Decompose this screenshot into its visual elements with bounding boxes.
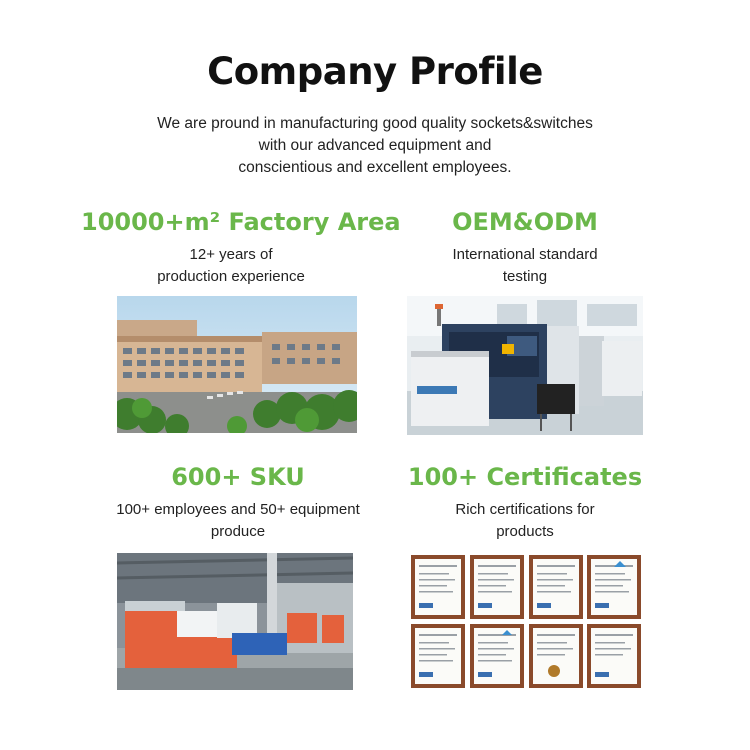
intro-line: with our advanced equipment and xyxy=(258,137,492,154)
feature-description-line: 100+ employees and 50+ equipment xyxy=(116,501,360,518)
feature-description-line: produce xyxy=(210,523,266,540)
intro-text xyxy=(0,113,750,179)
feature-description xyxy=(88,499,388,543)
injection-molding-photo xyxy=(117,553,353,690)
page-title: Company Profile xyxy=(207,50,543,93)
certificates-photo xyxy=(409,553,643,690)
feature-description-line: International standard xyxy=(452,246,598,263)
intro-line: We are pround in manufacturing good quality sockets&switches xyxy=(157,115,593,132)
smt-machine-photo xyxy=(407,296,643,435)
feature-factory-area xyxy=(81,207,401,288)
feature-description xyxy=(81,244,381,288)
feature-heading: 600+ SKU xyxy=(171,463,305,491)
feature-description xyxy=(375,244,675,288)
feature-oem-odm xyxy=(375,207,675,288)
feature-description-line: production experience xyxy=(157,268,305,285)
feature-description xyxy=(375,499,675,543)
feature-description-line: Rich certifications for xyxy=(455,501,595,518)
feature-heading: OEM&ODM xyxy=(452,208,598,236)
factory-building-photo xyxy=(117,296,357,433)
feature-heading: 100+ Certificates xyxy=(407,463,643,491)
intro-line: conscientious and excellent employees. xyxy=(238,159,512,176)
feature-description-line: 12+ years of xyxy=(189,246,273,263)
feature-description-line: products xyxy=(496,523,554,540)
feature-sku xyxy=(88,462,388,543)
feature-certificates xyxy=(375,462,675,543)
feature-description-line: testing xyxy=(502,268,548,285)
feature-heading: 10000+m² Factory Area xyxy=(81,208,401,236)
